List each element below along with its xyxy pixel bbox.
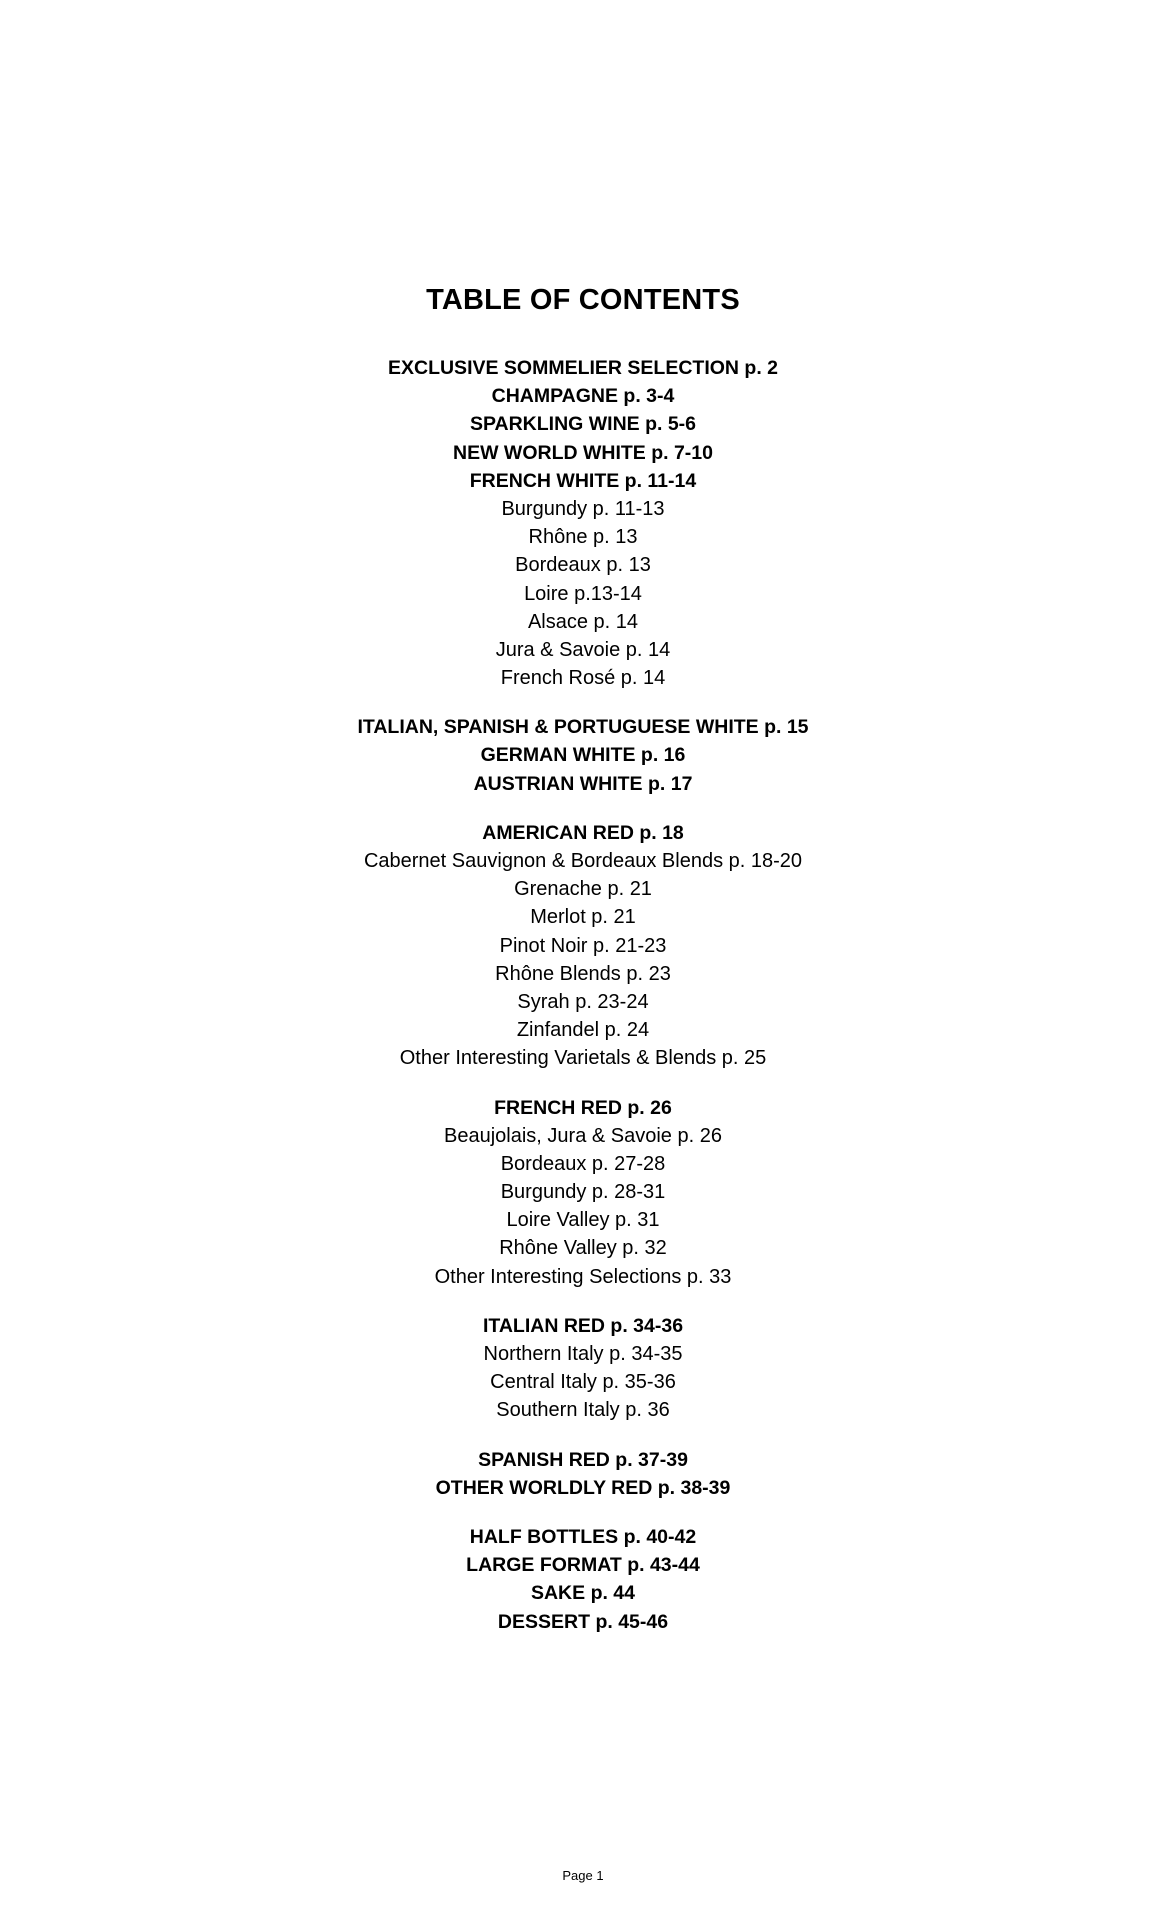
- page-number: Page 1: [562, 1868, 604, 1883]
- toc-subsection-item: Central Italy p. 35-36: [490, 1371, 676, 1394]
- toc-subsection-item: Bordeaux p. 27-28: [500, 1152, 666, 1175]
- toc-subsection-item: Alsace p. 14: [527, 610, 639, 633]
- toc-group: [0, 819, 1166, 1073]
- toc-section-heading: AUSTRIAN WHITE p. 17: [473, 772, 693, 795]
- toc-subsection-item: Rhône Blends p. 23: [495, 962, 671, 985]
- toc-subsection-item: Rhône Valley p. 32: [499, 1237, 667, 1260]
- toc-section-heading: LARGE FORMAT p. 43-44: [466, 1554, 700, 1577]
- table-of-contents: [0, 354, 1166, 1636]
- toc-group: [0, 1312, 1166, 1425]
- toc-subsection-item: Syrah p. 23-24: [517, 990, 649, 1013]
- toc-subsection-item: Southern Italy p. 36: [496, 1399, 670, 1422]
- page-title: TABLE OF CONTENTS: [426, 284, 740, 316]
- toc-section-heading: NEW WORLD WHITE p. 7-10: [453, 441, 713, 464]
- toc-section-heading: GERMAN WHITE p. 16: [480, 744, 686, 767]
- toc-section-heading: ITALIAN RED p. 34-36: [482, 1314, 684, 1337]
- toc-subsection-item: Other Interesting Varietals & Blends p. 25: [399, 1047, 767, 1070]
- toc-subsection-item: Burgundy p. 11-13: [501, 497, 665, 520]
- toc-section-heading: EXCLUSIVE SOMMELIER SELECTION p. 2: [387, 357, 779, 379]
- toc-subsection-item: Pinot Noir p. 21-23: [499, 934, 667, 957]
- toc-subsection-item: Other Interesting Selections p. 33: [434, 1265, 732, 1288]
- toc-subsection-item: Grenache p. 21: [514, 878, 652, 901]
- toc-subsection-item: Jura & Savoie p. 14: [495, 638, 671, 661]
- toc-subsection-item: Merlot p. 21: [530, 906, 636, 929]
- toc-section-heading: AMERICAN RED p. 18: [482, 821, 684, 844]
- toc-section-heading: SAKE p. 44: [530, 1582, 636, 1605]
- toc-section-heading: OTHER WORLDLY RED p. 38-39: [435, 1476, 731, 1499]
- toc-subsection-item: Northern Italy p. 34-35: [483, 1343, 683, 1365]
- toc-section-heading: FRENCH WHITE p. 11-14: [469, 469, 697, 492]
- toc-section-heading: CHAMPAGNE p. 3-4: [491, 385, 675, 408]
- toc-section-heading: ITALIAN, SPANISH & PORTUGUESE WHITE p. 15: [357, 716, 809, 739]
- toc-subsection-item: Zinfandel p. 24: [516, 1019, 650, 1042]
- toc-subsection-item: Burgundy p. 28-31: [500, 1181, 666, 1204]
- toc-group: [0, 713, 1166, 798]
- toc-subsection-item: Rhône p. 13: [528, 526, 638, 549]
- toc-subsection-item: Cabernet Sauvignon & Bordeaux Blends p. 18-20: [363, 850, 803, 872]
- toc-section-heading: SPARKLING WINE p. 5-6: [469, 413, 697, 436]
- toc-section-heading: SPANISH RED p. 37-39: [478, 1448, 688, 1471]
- toc-group: [0, 1094, 1166, 1291]
- toc-group: [0, 354, 1166, 692]
- toc-group: [0, 1446, 1166, 1502]
- toc-group: [0, 1523, 1166, 1636]
- toc-subsection-item: French Rosé p. 14: [500, 667, 666, 690]
- toc-subsection-item: Loire Valley p. 31: [506, 1209, 660, 1232]
- toc-subsection-item: Beaujolais, Jura & Savoie p. 26: [444, 1124, 722, 1147]
- toc-subsection-item: Bordeaux p. 13: [515, 554, 651, 577]
- toc-section-heading: HALF BOTTLES p. 40-42: [469, 1525, 697, 1548]
- toc-subsection-item: Loire p.13-14: [524, 582, 642, 605]
- toc-section-heading: FRENCH RED p. 26: [494, 1096, 672, 1119]
- toc-section-heading: DESSERT p. 45-46: [497, 1610, 669, 1633]
